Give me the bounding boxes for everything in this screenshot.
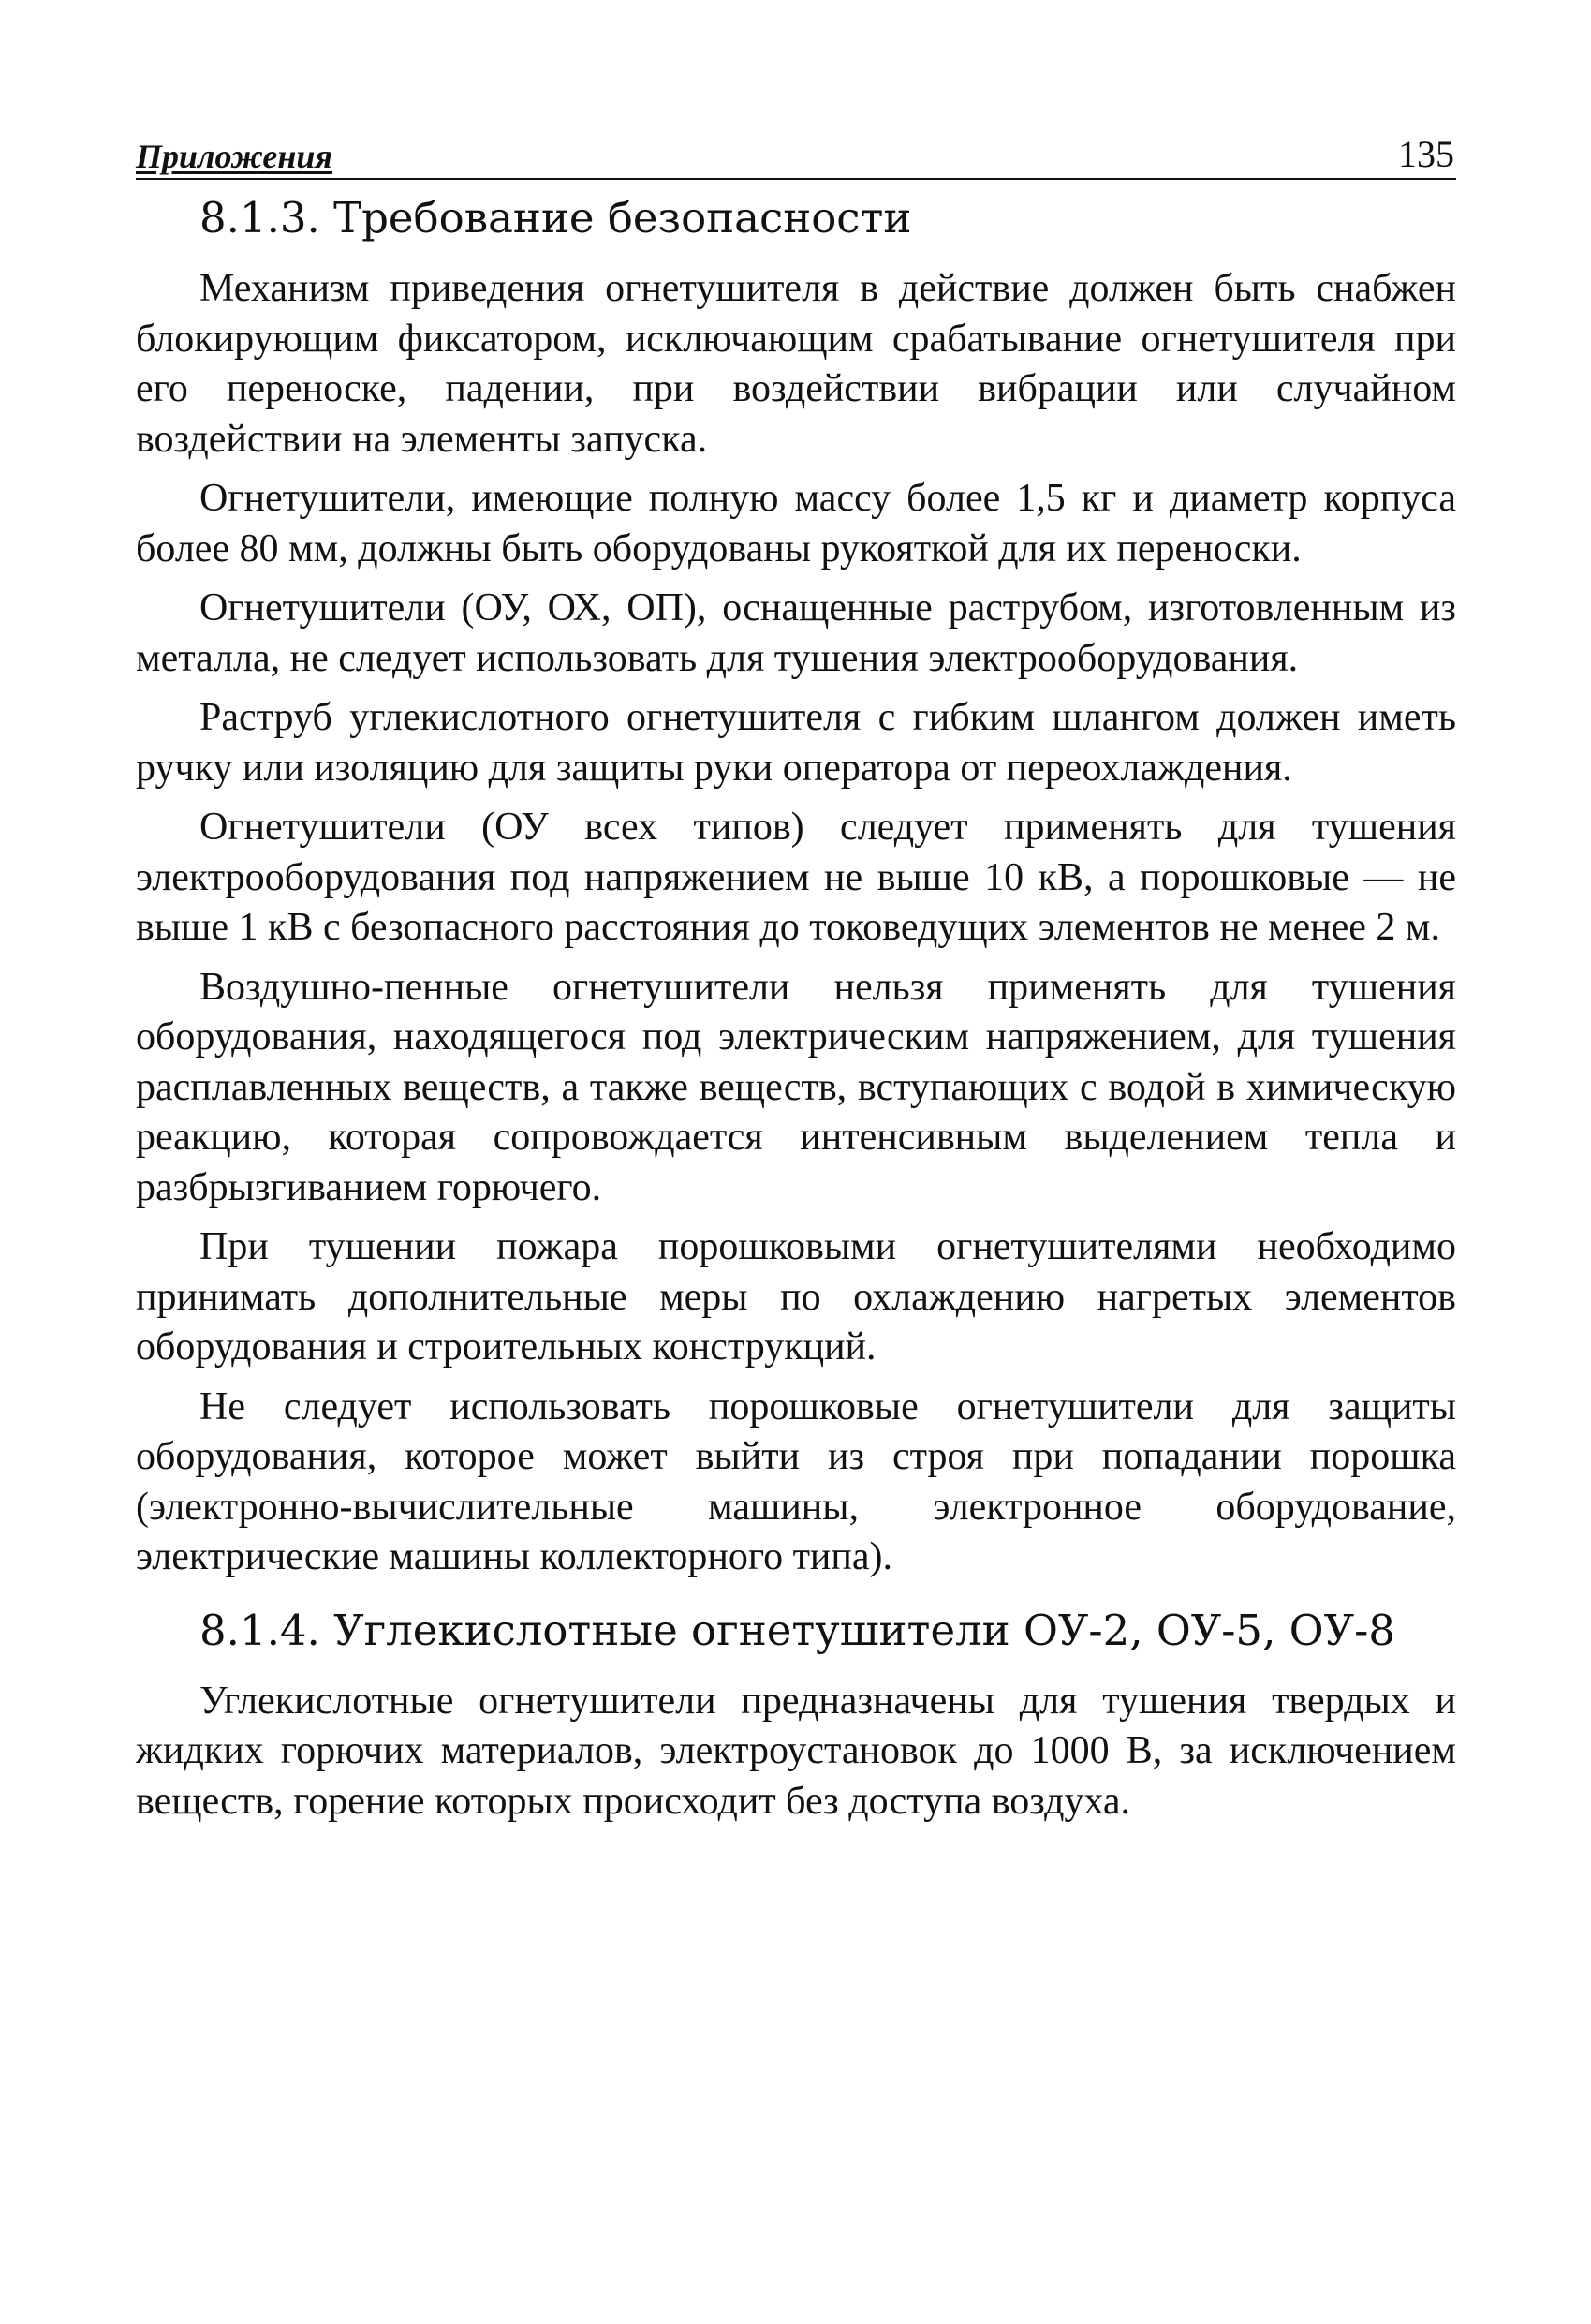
running-title: Приложения [136,138,332,175]
section-heading-8-1-3: 8.1.3. Требование безопасности [199,193,912,243]
paragraph-powder-cooling: При тушении пожара порошковыми огнетушителями необходимо принимать дополнительные меры по охлаждению нагретых элементов оборудования и строительных конструкций. [136,1225,1456,1369]
section-heading-8-1-4: 8.1.4. Углекислотные огнетушители ОУ-2, ОУ-5, ОУ-8 [199,1605,1395,1655]
book-page [136,131,1456,1836]
paragraph-handle-requirement: Огнетушители, имеющие полную массу более 1,5 кг и диаметр корпуса более 80 мм, должны быть оборудованы рукояткой для их переноски. [136,477,1456,570]
paragraph-co2-purpose: Углекислотные огнетушители предназначены для тушения твердых и жидких горючих материалов, электроустановок до 1000 В, за исключением веществ, горение которых происходит без доступа воздуха. [136,1679,1456,1823]
paragraph-locking-mechanism: Механизм приведения огнетушителя в действие должен быть снабжен блокирующим фиксатором, исключающим срабатывание огнетушителя при его переноске, падении, при воздействии вибрации или случайном воздействии на элементы запуска. [136,267,1456,461]
paragraph-co2-horn-insulation: Раструб углекислотного огнетушителя с гибким шлангом должен иметь ручку или изоляцию для защиты руки оператора от переохлаждения. [136,696,1456,790]
paragraph-air-foam-restrictions: Воздушно-пенные огнетушители нельзя применять для тушения оборудования, находящегося под электрическим напряжением, для тушения расплавленных веществ, а также веществ, вступающих с водой в химическую реакцию, которая сопровождается интенсивным выделением тепла и разбрызгиванием горючего. [136,965,1456,1209]
page-number: 135 [1398,133,1454,175]
paragraph-voltage-limits: Огнетушители (ОУ всех типов) следует применять для тушения электрооборудования под напряжением не выше 10 кВ, а порошковые — не выше 1 кВ с безопасного расстояния до токоведущих элементов не менее 2 м. [136,806,1456,949]
running-header [136,131,1456,180]
paragraph-powder-equipment: Не следует использовать порошковые огнетушители для защиты оборудования, которое может выйти из строя при попадании порошка (электронно-вычислительные машины, электронное оборудование, электрические машины коллекторного типа). [136,1384,1456,1578]
paragraph-metal-horn: Огнетушители (ОУ, ОХ, ОП), оснащенные раструбом, изготовленным из металла, не следует использовать для тушения электрооборудования. [136,586,1456,680]
